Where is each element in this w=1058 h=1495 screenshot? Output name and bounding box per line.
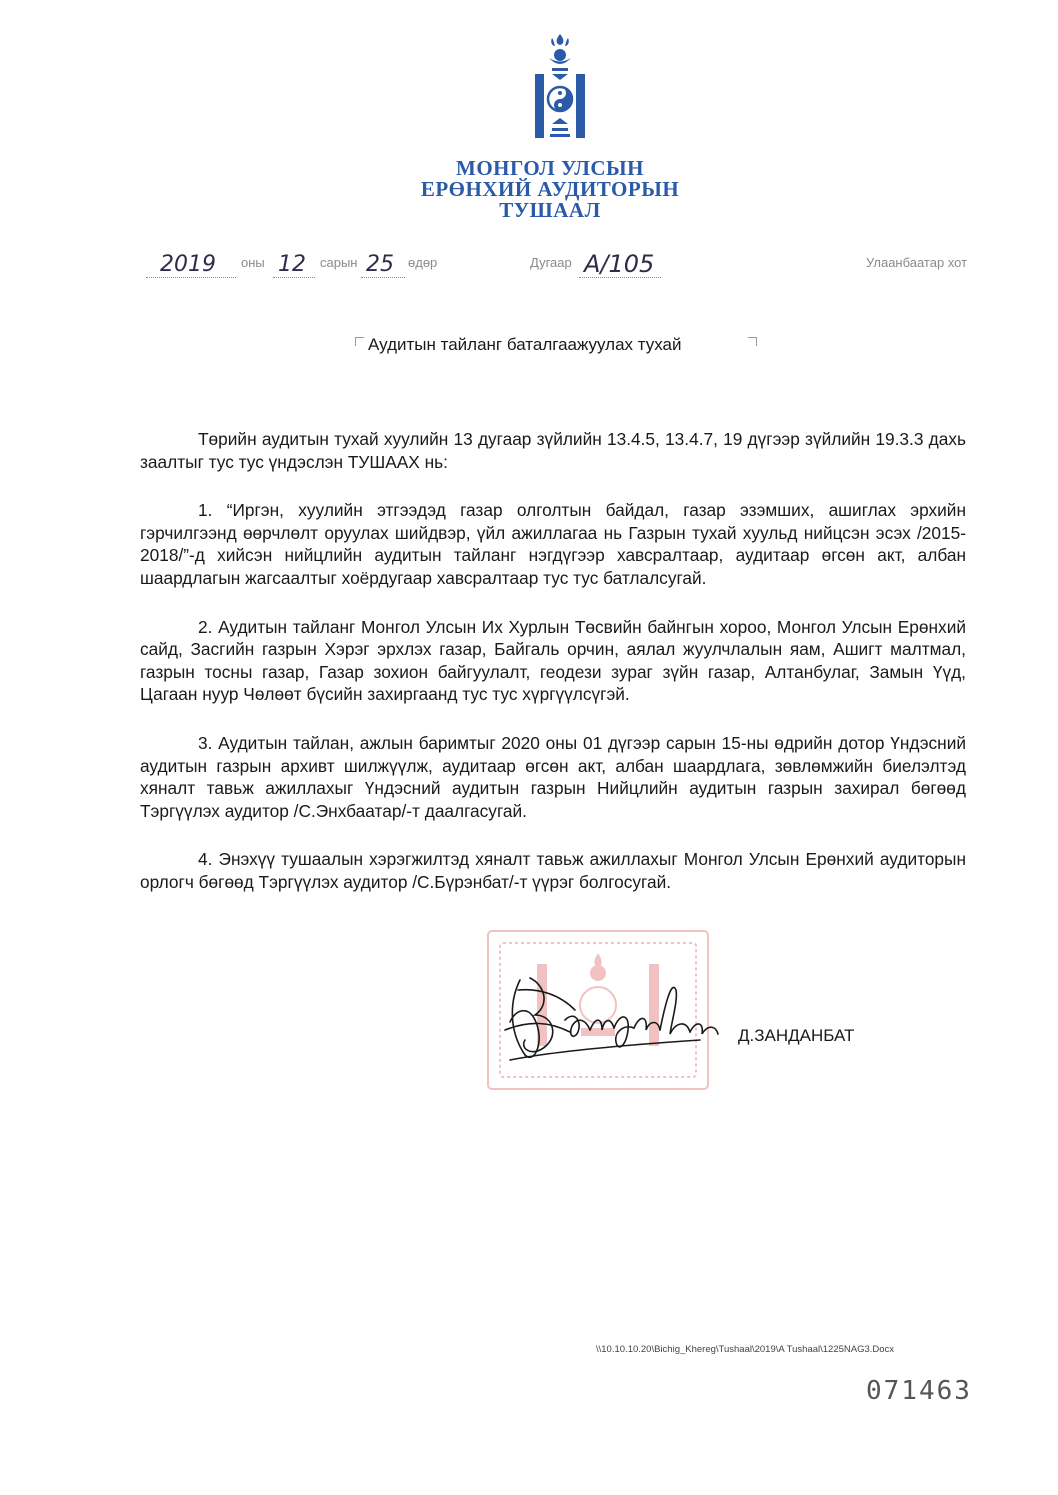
year-underline [146,277,236,278]
day-suffix: өдөр [408,255,438,270]
handwritten-order-number: А/105 [584,250,655,278]
month-underline [273,277,315,278]
issuer-line-2: ЕРӨНХИЙ АУДИТОРЫН [420,177,680,201]
handwritten-month: 12 [278,252,306,277]
handwritten-day: 25 [366,252,394,277]
body-item-3: 3. Аудитын тайлан, ажлын баримтыг 2020 оны 01 дүгээр сарын 15-ны өдрийн дотор Үндэсний аудитын газрын архивт шилжүүлж, аудитаар өгсөн акт, албан шаардлага, зөвлөмжийн биелэлтэд хяналт тавьж ажиллахыг Үндэсний аудитын газрын Нийцлийн аудитын газрын захирал бөгөөд Тэргүүлэх аудитор /С.Энхбаатар/-т даалгасугай. [140,732,966,821]
subject-bracket-right [748,337,757,346]
body-item-4: 4. Энэхүү тушаалын хэрэгжилтэд хяналт тавьж ажиллахыг Монгол Улсын Ерөнхий аудиторын орлогч бөгөөд Тэргүүлэх аудитор /С.Бүрэнбат/-т үүрэг болгосугай. [140,849,966,892]
document-serial-number: 071463 [866,1376,972,1406]
signer-name: Д.ЗАНДАНБАТ [738,1026,855,1045]
file-path-note: \\10.10.10.20\Bichig_Khereg\Tushaal\2019\A Tushaal\1225NAG3.Docx [596,1344,895,1355]
issuer-line-1: МОНГОЛ УЛСЫН [456,156,644,180]
place-of-issue: Улаанбаатар хот [866,255,968,270]
handwritten-year: 2019 [160,252,216,277]
body-item-1: 1. “Иргэн, хуулийн этгээдэд газар олголтын байдал, газар эзэмших, ашиглах эрхийн гэрчилгээнд өөрчлөлт оруулах шийдвэр, үйл ажиллагаа нь Газрын тухай хуульд нийцсэн эсэх /2015-2018/”-д хийсэн нийцлийн аудитын тайланг нэгдүгээр хавсралтаар, аудитаар өгсөн акт, албан шаардлагын жагсаалтыг хоёрдугаар хавсралтаар тус тус батлалсугай. [140,500,966,588]
subject-bracket-left [355,337,364,346]
day-underline [361,277,405,278]
order-body [140,428,966,920]
soyombo-emblem-icon [530,32,590,147]
issuer-title [380,158,720,221]
order-subject: Аудитын тайланг баталгаажуулах тухай [368,335,682,354]
month-suffix: сарын [320,255,358,270]
year-suffix: оны [241,255,265,270]
number-label: Дугаар [530,255,572,270]
body-intro: Төрийн аудитын тухай хуулийн 13 дугаар зүйлийн 13.4.5, 13.4.7, 19 дүгээр зүйлийн 19.3.3 дахь заалтыг тус тус үндэслэн ТУШААХ нь: [140,429,966,472]
issuer-line-3: ТУШААЛ [499,198,601,222]
handwritten-signature [490,960,730,1070]
body-item-2: 2. Аудитын тайланг Монгол Улсын Их Хурлын Төсвийн байнгын хороо, Монгол Улсын Ерөнхий сайд, Засгийн газрын Хэрэг эрхлэх газар, Байгаль орчин, аялал жуулчлалын яам, Ашигт малтмал, газрын тосны газар, Газар зохион байгуулалт, геодези зураг зүйн газар, Алтанбулаг, Замын Үүд, Цагаан нуур Чөлөөт бүсийн захиргаанд тус тус хүргүүлсүгэй. [140,616,966,705]
